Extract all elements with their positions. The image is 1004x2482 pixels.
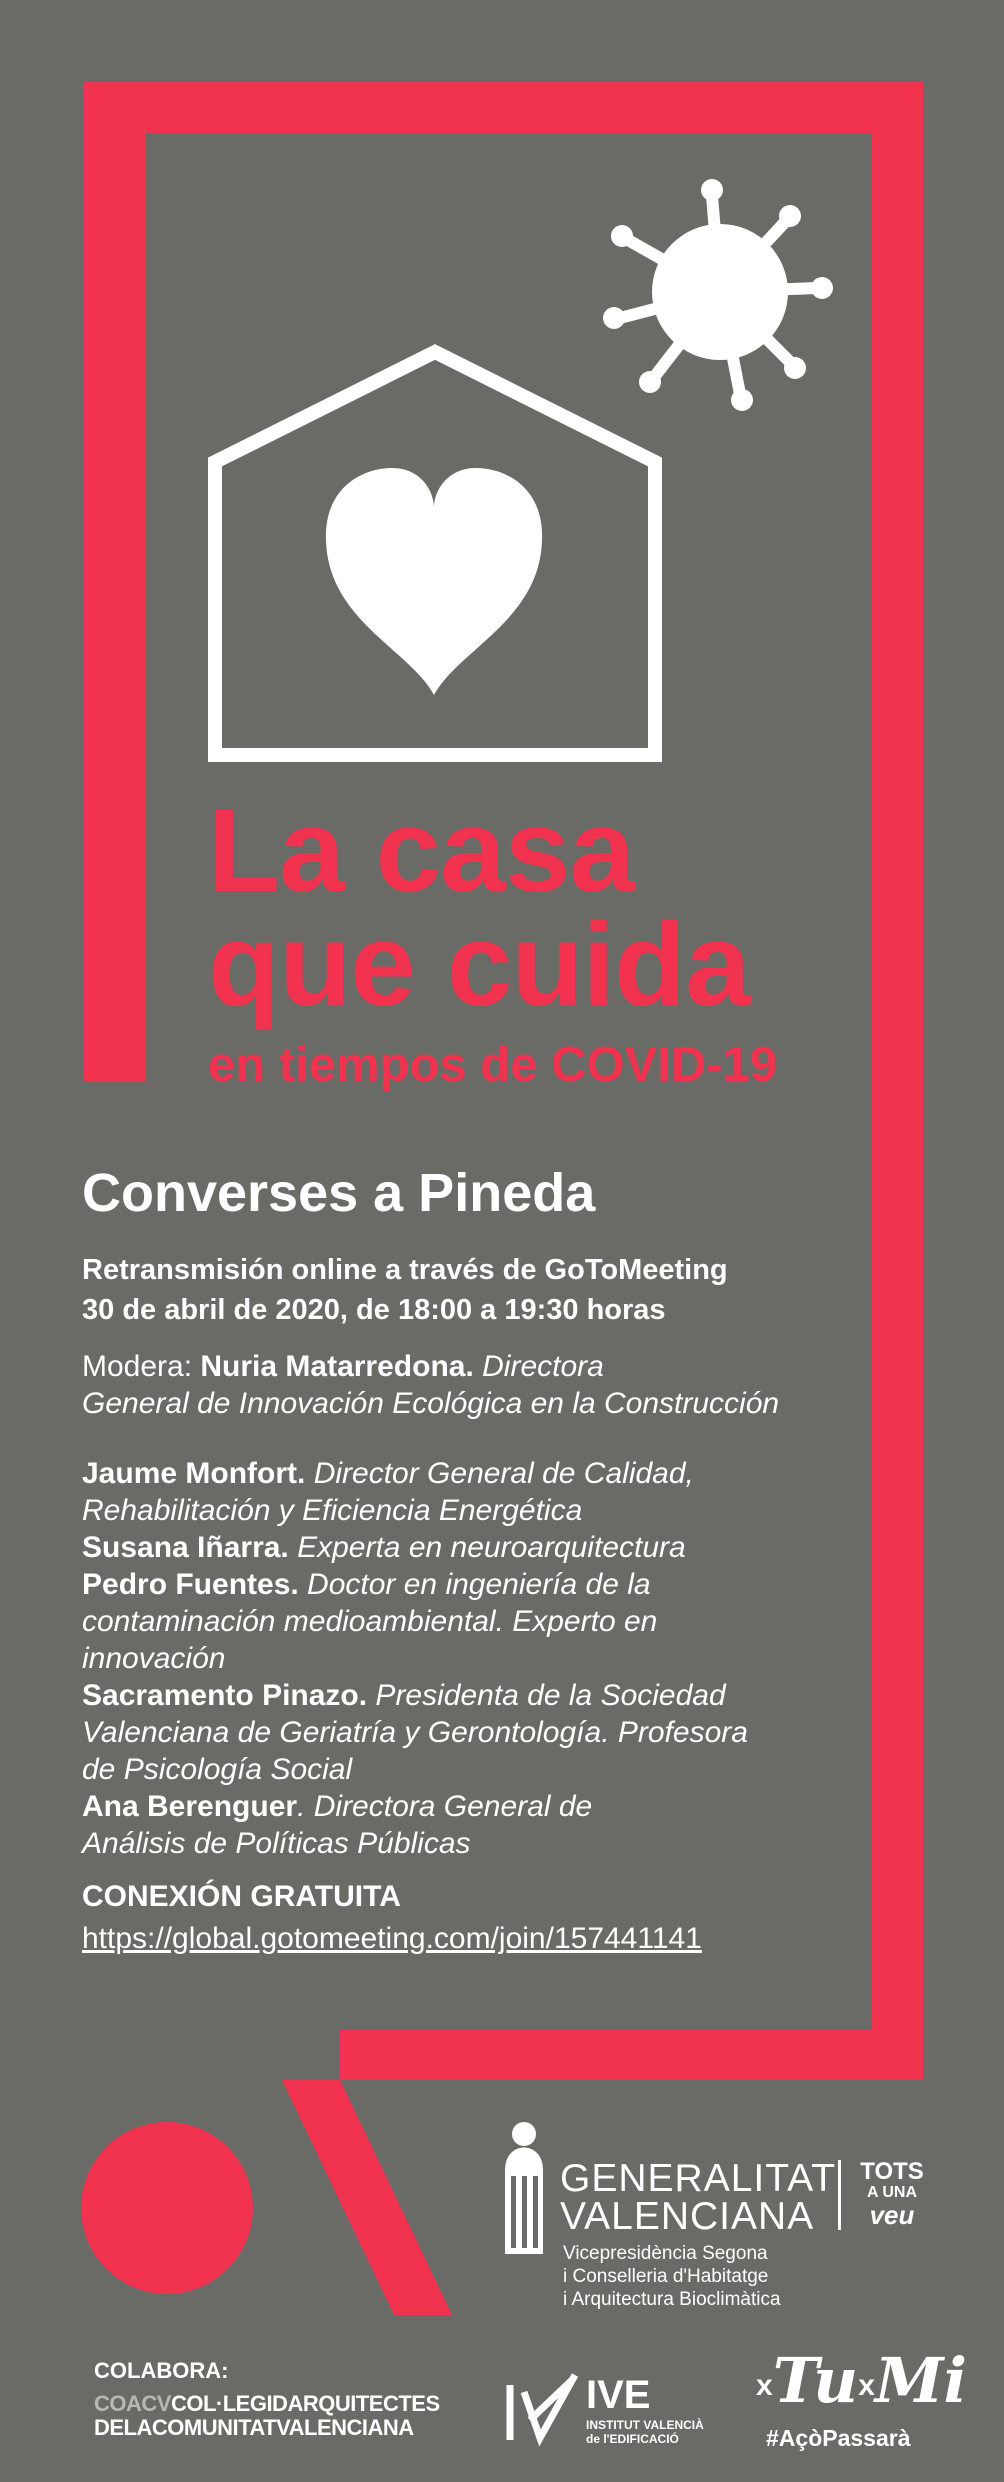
coacv-logo-line-1 <box>94 2392 440 2416</box>
xtu-xmi-logo <box>756 2346 967 2421</box>
moderator-name: Nuria Matarredona. <box>200 1350 474 1383</box>
speaker-name: Jaume Monfort. <box>82 1457 306 1490</box>
speaker-role: innovación <box>82 1642 226 1675</box>
title-line-1: La casa <box>208 785 634 917</box>
speaker-role: Director General de Calidad, <box>305 1457 694 1490</box>
stream-line-1: Retransmisión online a través de GoToMeeting <box>82 1254 728 1286</box>
tots-line-3: veu <box>869 2200 915 2230</box>
heart-icon <box>326 468 542 695</box>
gotomeeting-link[interactable]: https://global.gotomeeting.com/join/157441141 <box>82 1922 702 1955</box>
speaker-role: Experta en neuroarquitectura <box>288 1531 686 1564</box>
ive-logo-subtitle <box>586 2418 704 2446</box>
speaker-role: contaminación medioambiental. Experto en <box>82 1605 658 1638</box>
vicepresidencia-line: i Conselleria d'Habitatge <box>563 2266 769 2287</box>
ive-logo-name: IVE <box>586 2373 651 2417</box>
speaker-role: Rehabilitación y Eficiencia Energética <box>82 1494 583 1527</box>
connection-label: CONEXIÓN GRATUITA <box>82 1880 401 1913</box>
vicepresidencia-line: Vicepresidència Segona <box>563 2243 768 2264</box>
speaker-1 <box>82 1455 748 1529</box>
moderator-role-2: General de Innovación Ecológica en la Construcción <box>82 1387 780 1420</box>
generalitat-coat-of-arms <box>505 2122 543 2254</box>
title-line-2: que cuida <box>208 899 750 1031</box>
colabora-label: COLABORA: <box>94 2358 229 2383</box>
speaker-role: Valenciana de Geriatría y Gerontología. Profesora <box>82 1716 748 1749</box>
ive-line-2: de l'EDIFICACIÓ <box>586 2432 679 2446</box>
moderator-block <box>82 1348 779 1422</box>
generalitat-line-2: VALENCIANA <box>560 2195 815 2238</box>
speech-tail <box>282 2080 452 2315</box>
speaker-2 <box>82 1529 748 1566</box>
speaker-role: Doctor en ingeniería de la <box>298 1568 651 1601</box>
vicepresidencia-text <box>563 2242 781 2311</box>
coacv-prefix: COACV <box>94 2391 171 2416</box>
speaker-role: de Psicología Social <box>82 1753 353 1786</box>
event-heading: Converses a Pineda <box>82 1163 596 1223</box>
stream-line-2: 30 de abril de 2020, de 18:00 a 19:30 horas <box>82 1294 666 1326</box>
speaker-role: Análisis de Políticas Públicas <box>82 1827 471 1860</box>
xtu-mi: Mi <box>874 2344 968 2417</box>
logo-divider <box>838 2160 841 2230</box>
speaker-role: Presidenta de la Sociedad <box>367 1679 726 1712</box>
speaker-4 <box>82 1677 748 1788</box>
xtu-tu: Tu <box>772 2344 859 2417</box>
xtu-x: x <box>756 2369 773 2402</box>
ive-mark <box>510 2375 575 2440</box>
tots-line-1: TOTS <box>860 2158 924 2185</box>
speaker-name: Sacramento Pinazo. <box>82 1679 368 1712</box>
speaker-name: Pedro Fuentes. <box>82 1568 299 1601</box>
vicepresidencia-line: i Arquitectura Bioclimàtica <box>563 2289 781 2310</box>
coacv-logo-line-2: DELACOMUNITATVALENCIANA <box>94 2415 414 2440</box>
speaker-name: Susana Iñarra. <box>82 1531 289 1564</box>
speaker-role: . Directora General de <box>297 1790 593 1823</box>
speaker-name: Ana Berenguer <box>82 1790 298 1823</box>
stream-info <box>82 1250 728 1330</box>
generalitat-line-1: GENERALITAT <box>560 2157 837 2200</box>
virus-icon <box>603 179 833 411</box>
red-dot <box>81 2122 253 2294</box>
speaker-3 <box>82 1566 748 1677</box>
moderator-label: Modera: <box>82 1350 201 1383</box>
speaker-5 <box>82 1788 748 1862</box>
speakers-list <box>82 1455 748 1862</box>
xtu-x: x <box>858 2369 875 2402</box>
ive-line-1: INSTITUT VALENCIÀ <box>586 2418 704 2432</box>
tots-a-una-veu-logo <box>857 2160 927 2228</box>
hashtag: #AçòPassarà <box>766 2425 911 2451</box>
coacv-name: COL·LEGIDARQUITECTES <box>170 2391 440 2416</box>
tots-line-2: A UNA <box>866 2184 918 2201</box>
title-subtitle: en tiempos de COVID-19 <box>208 1038 778 1092</box>
moderator-role-1: Directora <box>473 1350 604 1383</box>
